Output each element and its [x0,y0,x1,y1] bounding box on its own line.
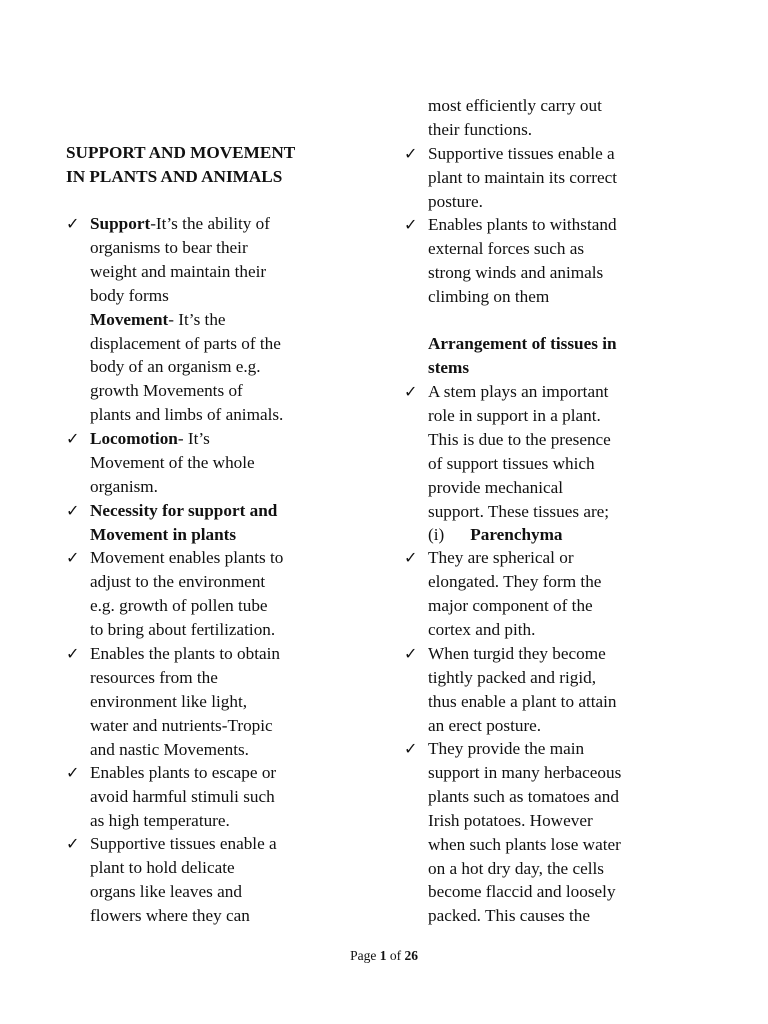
text-line: support. These tissues are; [428,501,610,521]
checkmark-icon: ✓ [404,644,418,663]
text-line: environment like light, [90,691,248,711]
text-line: organisms to bear their [90,237,248,257]
title-line: IN PLANTS AND ANIMALS [66,166,283,186]
text-line: Enables plants to withstand [428,215,617,234]
text-line: on a hot dry day, the cells [428,858,604,878]
text-line: Enables plants to escape or [90,763,277,782]
text-line: Movement in plants [90,524,237,544]
list-number: (i) [428,525,445,544]
text-line: Movement enables plants to [90,548,284,567]
text-line: weight and maintain their [90,261,267,281]
checkmark-icon: ✓ [66,763,80,782]
text-line: organism. [90,476,158,496]
text-line: avoid harmful stimuli such [90,786,275,806]
checkmark-icon: ✓ [66,214,80,233]
text-line: body of an organism e.g. [90,357,261,377]
text-line: adjust to the environment [90,571,266,591]
text-line: become flaccid and loosely [428,882,616,902]
text-line: and nastic Movements. [90,739,249,759]
checkmark-icon: ✓ [66,834,80,853]
heading-line: Arrangement of tissues in [428,334,617,353]
text-line: Irish potatoes. However [428,810,593,830]
page-number: 1 [379,948,387,963]
text-line: posture. [428,191,483,211]
text-line: Supportive tissues enable a [428,144,615,163]
text-line: to bring about fertilization. [90,619,276,639]
text-line: provide mechanical [428,477,564,497]
text-line: Supportive tissues enable a [90,834,277,853]
checkmark-icon: ✓ [404,215,418,234]
text-line: They are spherical or [428,548,574,567]
text-line: A stem plays an important [428,382,609,401]
text-line: resources from the [90,667,218,687]
text-line: growth Movements of [90,381,243,401]
title-line: SUPPORT AND MOVEMENT [66,143,296,162]
text-line: plant to maintain its correct [428,167,618,187]
checkmark-icon: ✓ [66,501,80,520]
page-word: Page [350,948,377,963]
text-line: Enables the plants to obtain [90,644,280,663]
checkmark-icon: ✓ [404,144,418,163]
text-line: organs like leaves and [90,881,242,901]
text-line: an erect posture. [428,715,542,735]
page-title [66,141,356,189]
text-line: most efficiently carry out [428,96,602,115]
text-line: cortex and pith. [428,619,536,639]
text-line: Necessity for support and [90,501,278,520]
text-line: When turgid they become [428,644,606,663]
parenchyma-label: Parenchyma [470,525,563,544]
term-locomotion: Locomotion [90,429,178,448]
checkmark-icon: ✓ [404,382,418,401]
checkmark-icon: ✓ [404,548,418,567]
text-line: flowers where they can [90,905,250,925]
text-line: plant to hold delicate [90,857,235,877]
term-movement: Movement [90,309,169,329]
text-line: major component of the [428,595,593,615]
term-support: Support [90,214,151,233]
text-line: elongated. They form the [428,571,602,591]
text-line: external forces such as [428,238,585,258]
text-line: their functions. [428,119,533,139]
checkmark-icon: ✓ [66,644,80,663]
text-line: -It’s the ability of [150,214,270,233]
text-line: body forms [90,285,169,305]
page-footer [0,946,768,966]
text-line: - It’s the [168,309,226,329]
text-line: tightly packed and rigid, [428,667,597,687]
text-line: support in many herbaceous [428,762,622,782]
text-line: packed. This causes the [428,906,590,926]
text-line: climbing on them [428,286,550,306]
checkmark-icon: ✓ [66,548,80,567]
text-line: They provide the main [428,739,585,758]
page-total: 26 [404,948,418,963]
text-line: - It’s [177,429,210,448]
text-line: role in support in a plant. [428,405,601,425]
text-line: displacement of parts of the [90,333,281,353]
text-line: when such plants lose water [428,834,621,854]
text-line: strong winds and animals [428,262,604,282]
text-line: as high temperature. [90,810,230,830]
of-word: of [389,948,402,963]
text-line: water and nutrients-Tropic [90,715,273,735]
text-line: Movement of the whole [90,452,255,472]
text-line: plants such as tomatoes and [428,786,619,806]
text-line: This is due to the presence [428,429,611,449]
text-line: e.g. growth of pollen tube [90,595,268,615]
checkmark-icon: ✓ [66,429,80,448]
heading-line: stems [428,357,470,377]
text-line: of support tissues which [428,453,595,473]
text-line: thus enable a plant to attain [428,691,617,711]
text-line: plants and limbs of animals. [90,405,284,425]
checkmark-icon: ✓ [404,739,418,758]
